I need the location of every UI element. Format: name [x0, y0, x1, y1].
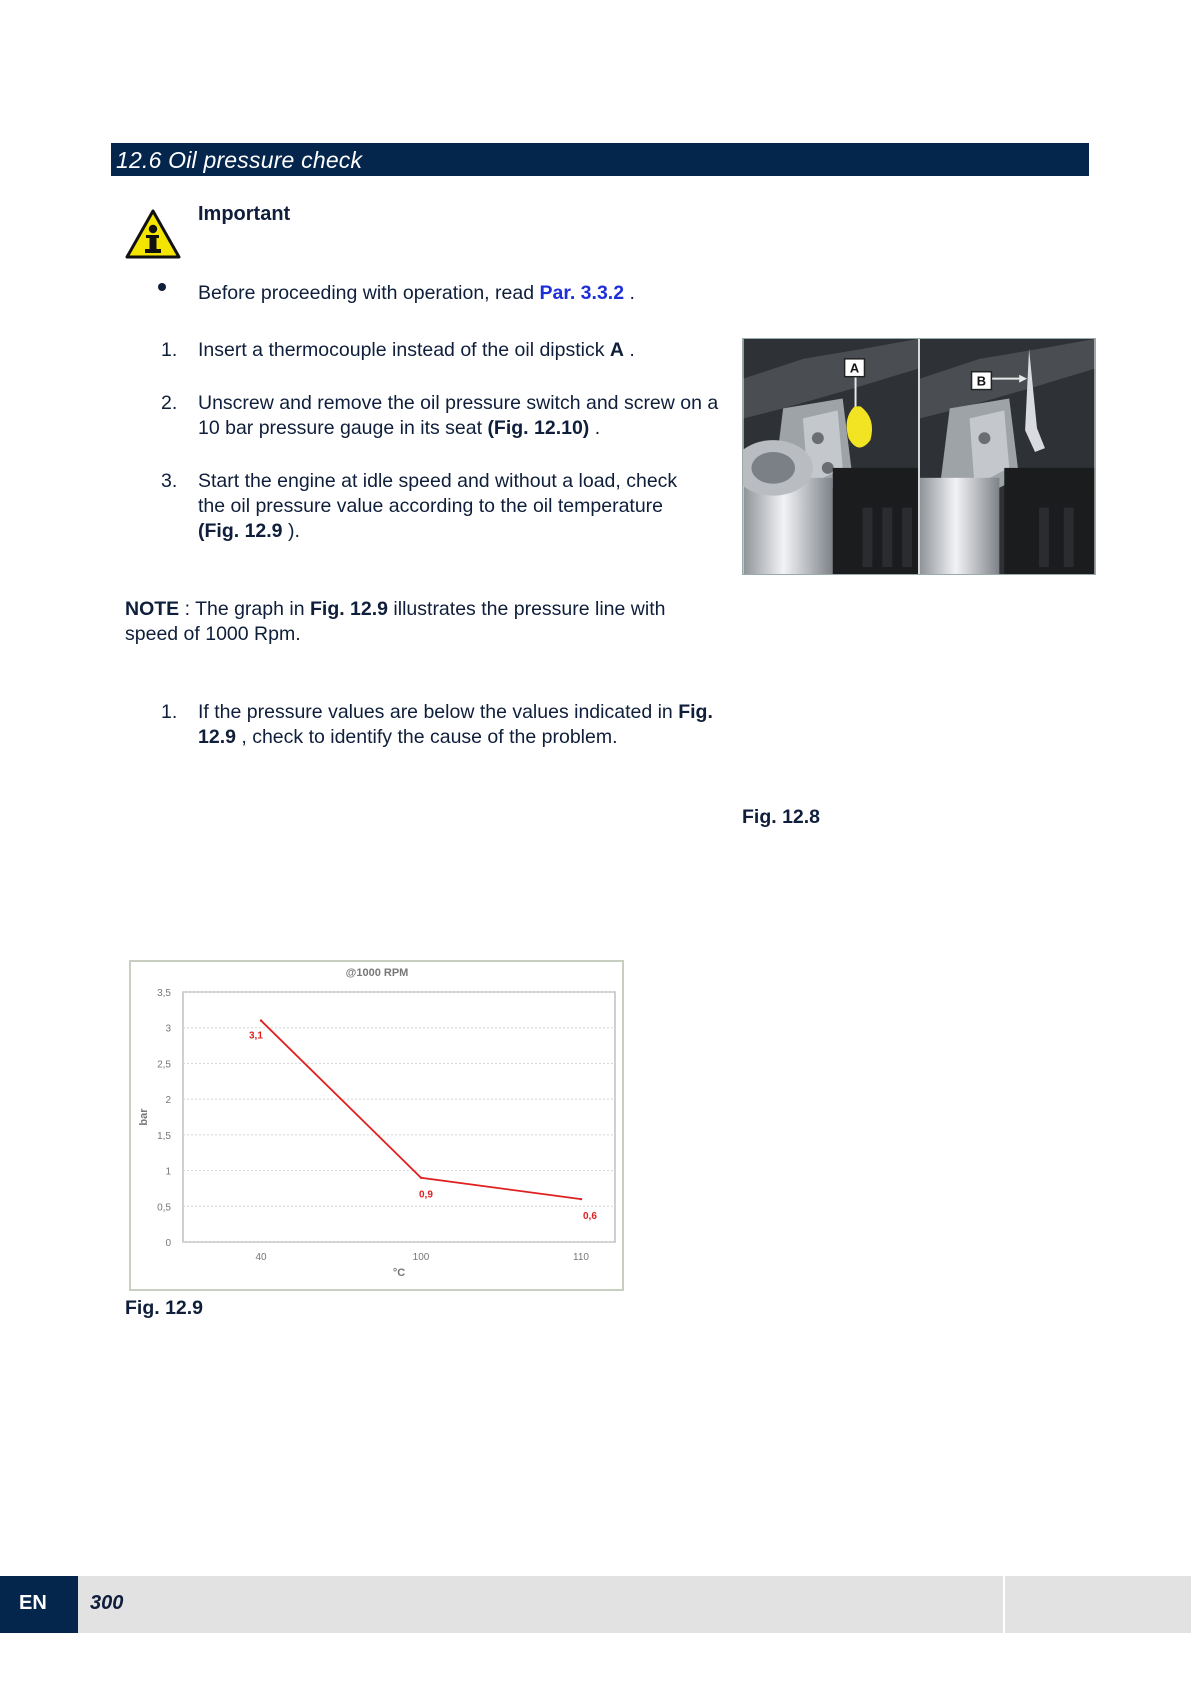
data-label: 3,1	[249, 1030, 263, 1042]
y-tick-label: 1	[165, 1166, 171, 1178]
x-tick-label: 110	[573, 1252, 589, 1263]
y-axis-label: bar	[138, 1108, 150, 1126]
y-tick-label: 2,5	[157, 1059, 171, 1071]
par-3-3-2-link[interactable]: Par. 3.3.2	[539, 282, 625, 304]
engine-photo	[742, 338, 1096, 575]
fig-12-8-caption: Fig. 12.8	[742, 806, 821, 828]
warning-info-icon	[124, 208, 182, 260]
x-axis-label: °C	[392, 1267, 406, 1279]
chart-title: @1000 RPM	[345, 967, 409, 979]
y-tick-label: 1,5	[157, 1130, 171, 1142]
x-tick-label: 100	[412, 1252, 430, 1263]
step-number: 1.	[161, 701, 178, 723]
page-number: 300	[90, 1592, 124, 1614]
footer	[0, 1576, 1191, 1633]
important-title: Important	[198, 203, 291, 225]
data-label: 0,6	[583, 1211, 597, 1223]
language-code: EN	[19, 1592, 47, 1614]
bullet-text: Before proceeding with operation, read Par. 3.3.2 .	[198, 282, 635, 304]
y-tick-label: 3,5	[157, 988, 171, 999]
footer-language	[0, 1576, 78, 1633]
data-label: 0,9	[419, 1189, 433, 1201]
y-tick-label: 3	[165, 1023, 171, 1035]
label-a: A	[849, 360, 860, 376]
label-b: B	[976, 373, 987, 389]
y-tick-label: 2	[165, 1095, 171, 1107]
section-title: 12.6 Oil pressure check	[116, 147, 363, 173]
data-point	[420, 1177, 422, 1179]
fig-12-9-caption: Fig. 12.9	[125, 1297, 204, 1319]
x-tick-label: 40	[255, 1252, 267, 1263]
section-header	[111, 143, 1089, 176]
step-number: 2.	[161, 392, 178, 414]
y-tick-label: 0	[165, 1238, 171, 1249]
step-text: Unscrew and remove the oil pressure switch and screw on a 10 bar pressure gauge in its seat (Fig. 12.10) .	[198, 392, 719, 439]
note-paragraph: NOTE : The graph in Fig. 12.9 illustrates the pressure line with speed of 1000 Rpm.	[125, 598, 666, 645]
data-point	[580, 1198, 582, 1200]
y-tick-label: 0,5	[157, 1202, 171, 1214]
step-number: 1.	[161, 339, 178, 361]
step-text: Start the engine at idle speed and without a load, check the oil pressure value according to the oil temperature (Fig. 12.9 ).	[198, 470, 678, 542]
step-text: Insert a thermocouple instead of the oil dipstick A .	[198, 339, 635, 361]
step-number: 3.	[161, 470, 178, 492]
footer-divider	[1003, 1576, 1005, 1633]
oil-pressure-chart	[129, 960, 624, 1291]
step-text: If the pressure values are below the values indicated in Fig. 12.9 , check to identify the cause of the problem.	[198, 701, 713, 748]
bullet-dot	[158, 283, 166, 291]
data-point	[260, 1019, 262, 1021]
